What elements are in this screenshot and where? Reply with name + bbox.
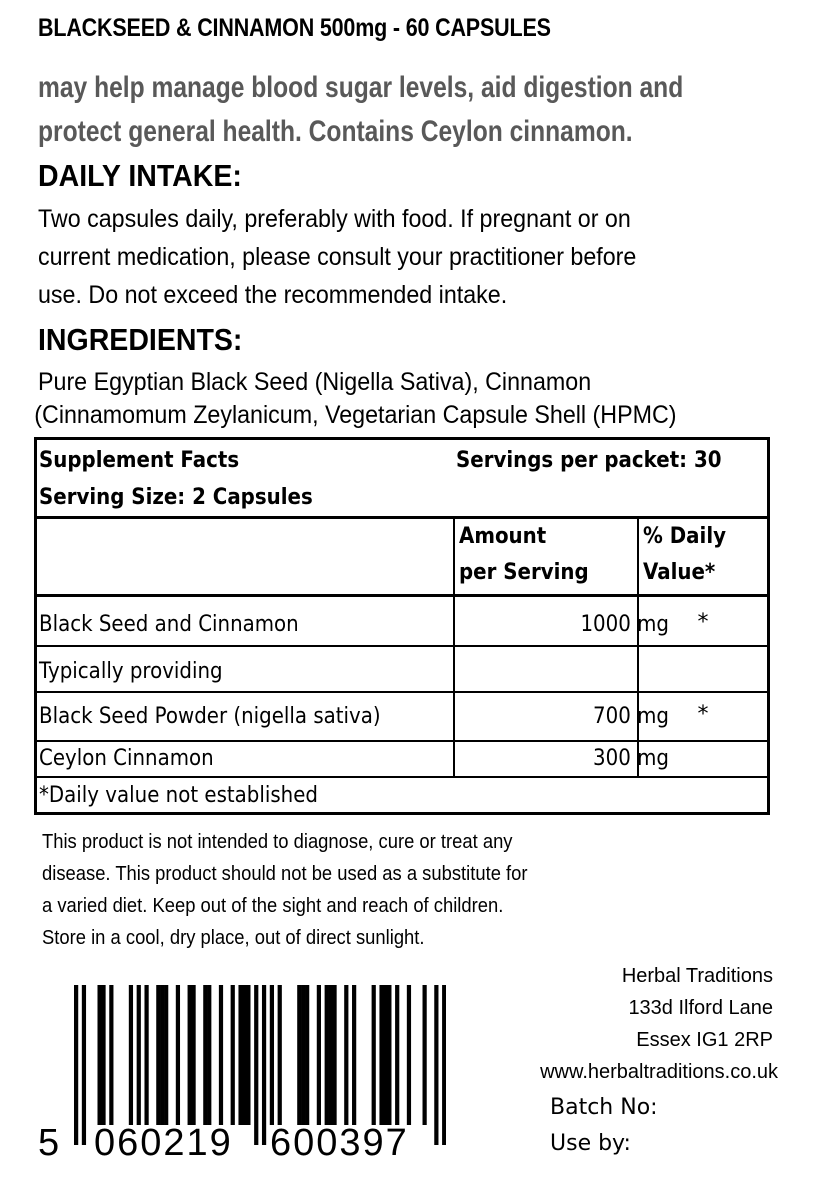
- barcode-left-group: 060219: [94, 1122, 233, 1164]
- serving-size: Serving Size: 2 Capsules: [39, 485, 313, 510]
- batch-info: [550, 1090, 658, 1162]
- row-dv: *: [697, 610, 709, 635]
- disclaimer-line: Store in a cool, dry place, out of direct sunlight.: [42, 927, 425, 949]
- ingredients-line: (Cinnamomum Zeylanicum, Vegetarian Capsule Shell (HPMC): [34, 401, 677, 429]
- tagline-line: may help manage blood sugar levels, aid digestion and: [38, 71, 684, 104]
- barcode-first-digit: 5: [38, 1122, 62, 1164]
- company-address: [540, 960, 778, 1088]
- row-amount: 700 mg: [593, 704, 669, 729]
- intake-line: current medication, please consult your practitioner before: [38, 243, 637, 271]
- address-line: 133d Ilford Lane: [628, 997, 773, 1019]
- barcode-right-group: 600397: [270, 1122, 409, 1164]
- col-amount-line2: per Serving: [459, 560, 589, 585]
- batch-number-label: Batch No:: [550, 1095, 658, 1120]
- company-name: Herbal Traditions: [621, 965, 773, 987]
- row-name: Typically providing: [39, 659, 223, 684]
- row-amount: 300 mg: [593, 746, 669, 771]
- disclaimer-text: [42, 826, 528, 954]
- column-divider: [637, 517, 639, 777]
- table-divider: [37, 594, 767, 597]
- table-divider: [37, 691, 767, 693]
- row-name: Black Seed and Cinnamon: [39, 612, 299, 637]
- servings-per-packet: Servings per packet: 30: [456, 448, 722, 473]
- barcode-icon: [74, 985, 446, 1145]
- col-dv-line1: % Daily: [643, 524, 727, 549]
- row-name: Black Seed Powder (nigella sativa): [39, 704, 381, 729]
- tagline-line: protect general health. Contains Ceylon cinnamon.: [38, 115, 633, 148]
- daily-intake-heading: DAILY INTAKE:: [38, 158, 242, 193]
- disclaimer-line: disease. This product should not be used as a substitute for: [42, 863, 528, 885]
- table-divider: [37, 516, 767, 519]
- product-tagline: [38, 66, 683, 154]
- address-line: Essex IG1 2RP: [636, 1029, 773, 1051]
- table-divider: [37, 740, 767, 742]
- ingredients-line: Pure Egyptian Black Seed (Nigella Sativa), Cinnamon: [38, 368, 592, 396]
- col-amount-line1: Amount: [459, 524, 547, 549]
- ingredients-text: [34, 366, 677, 432]
- col-dv-line2: Value*: [643, 560, 716, 585]
- supplement-facts-table: [34, 437, 770, 815]
- company-website: www.herbaltraditions.co.uk: [540, 1061, 778, 1083]
- row-name: Ceylon Cinnamon: [39, 746, 214, 771]
- table-divider: [37, 645, 767, 647]
- facts-footnote: *Daily value not established: [39, 783, 318, 808]
- disclaimer-line: This product is not intended to diagnose, cure or treat any: [42, 831, 513, 853]
- product-title: BLACKSEED & CINNAMON 500mg - 60 CAPSULES: [38, 14, 551, 42]
- column-divider: [453, 517, 455, 777]
- disclaimer-line: a varied diet. Keep out of the sight and reach of children.: [42, 895, 504, 917]
- facts-title: Supplement Facts: [39, 448, 240, 473]
- intake-line: use. Do not exceed the recommended intake.: [38, 281, 508, 309]
- use-by-label: Use by:: [550, 1131, 631, 1156]
- daily-intake-text: [38, 200, 636, 314]
- ingredients-heading: INGREDIENTS:: [38, 322, 243, 357]
- row-dv: *: [697, 702, 709, 727]
- intake-line: Two capsules daily, preferably with food. If pregnant or on: [38, 205, 631, 233]
- row-amount: 1000 mg: [580, 612, 669, 637]
- table-divider: [37, 776, 767, 778]
